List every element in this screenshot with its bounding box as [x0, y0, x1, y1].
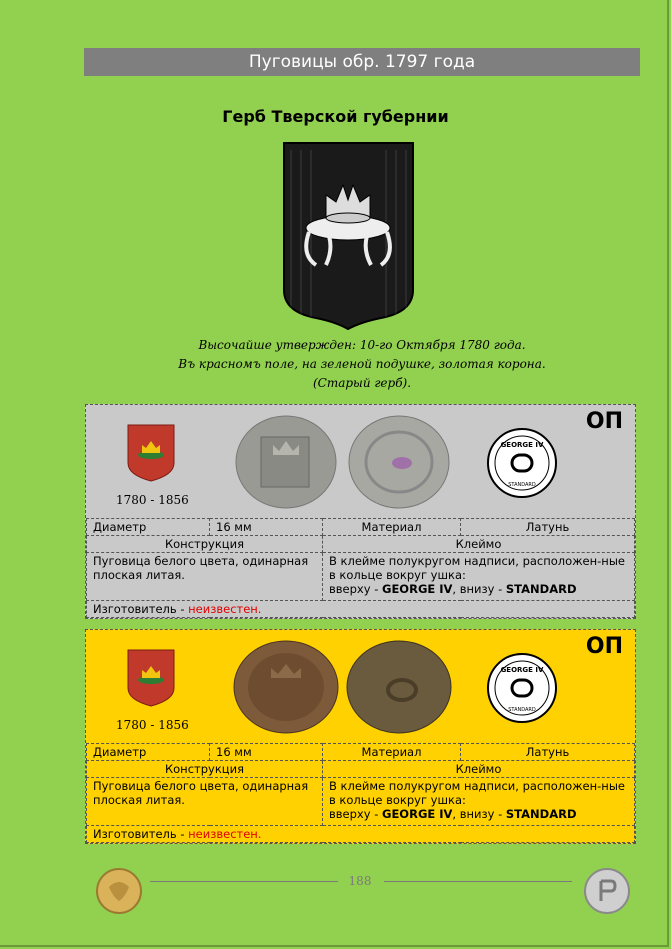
stamp-description — [323, 778, 635, 826]
button-back-photo — [344, 640, 454, 735]
construction-text: Пуговица белого цвета, одинарная плоская литая. — [87, 778, 323, 826]
footer-line-left — [150, 881, 338, 882]
stamp-prefix: вверху - — [329, 582, 383, 596]
stamp-label: Клеймо — [323, 761, 635, 778]
maker-value: неизвестен. — [188, 602, 262, 616]
caption-line-1: Высочайше утвержден: 10-го Октября 1780 года. — [198, 338, 526, 352]
years-label: 1780 - 1856 — [116, 493, 189, 507]
diameter-label: Диаметр — [87, 519, 210, 536]
button-front-photo — [231, 415, 341, 510]
stamp-top: GEORGE IV — [382, 582, 453, 596]
maker-row — [87, 826, 635, 843]
construction-label: Конструкция — [87, 536, 323, 553]
stamp-top-text: GEORGE IV — [500, 441, 544, 449]
coat-shield-icon — [126, 648, 176, 708]
stamp-bottom-text: STANDARD — [508, 707, 536, 713]
diameter-value: 16 мм — [210, 519, 323, 536]
stamp-mid: , внизу - — [452, 807, 506, 821]
button-front-photo — [231, 640, 341, 735]
material-value: Латунь — [461, 519, 635, 536]
mark-label: ОП — [585, 634, 623, 659]
tver-coat-of-arms-image — [281, 140, 416, 330]
stamp-desc-line: В клейме полукругом надписи, расположен-ные в кольце вокруг ушка: — [329, 554, 625, 582]
stamp-desc-line: В клейме полукругом надписи, расположен-ные в кольце вокруг ушка: — [329, 779, 625, 807]
diameter-value: 16 мм — [210, 744, 323, 761]
stamp-top-text: GEORGE IV — [500, 666, 544, 674]
caption-line-2: Въ красномъ поле, на зеленой подушке, золотая корона. — [178, 357, 546, 371]
coat-shield-icon — [126, 423, 176, 483]
years-label: 1780 - 1856 — [116, 718, 189, 732]
construction-label: Конструкция — [87, 761, 323, 778]
card-table — [86, 743, 635, 843]
stamp-bottom: STANDARD — [505, 582, 577, 596]
maker-row — [87, 601, 635, 618]
material-label: Материал — [323, 744, 461, 761]
material-label: Материал — [323, 519, 461, 536]
stamp-description — [323, 553, 635, 601]
stamp-bottom-text: STANDARD — [508, 482, 536, 488]
button-card-1 — [85, 404, 636, 619]
page-number: 188 — [348, 874, 372, 888]
stamp-mid: , внизу - — [452, 582, 506, 596]
stamp-top: GEORGE IV — [382, 807, 453, 821]
card-table — [86, 518, 635, 618]
material-value: Латунь — [461, 744, 635, 761]
stamp-bottom: STANDARD — [505, 807, 577, 821]
stamp-label: Клеймо — [323, 536, 635, 553]
eagle-medal-icon — [95, 867, 143, 915]
button-back-photo — [344, 415, 454, 510]
section-title: Герб Тверской губернии — [222, 107, 449, 126]
stamp-diagram — [486, 652, 558, 724]
maker-label: Изготовитель - — [93, 602, 189, 616]
maker-value: неизвестен. — [188, 827, 262, 841]
button-card-2 — [85, 629, 636, 844]
diameter-label: Диаметр — [87, 744, 210, 761]
construction-text: Пуговица белого цвета, одинарная плоская литая. — [87, 553, 323, 601]
mark-label: ОП — [585, 409, 623, 434]
monogram-medal-icon — [583, 867, 631, 915]
coat-caption — [84, 336, 640, 393]
stamp-diagram — [486, 427, 558, 499]
card-images — [86, 630, 635, 743]
stamp-prefix: вверху - — [329, 807, 383, 821]
page-header: Пуговицы обр. 1797 года — [84, 48, 640, 76]
maker-label: Изготовитель - — [93, 827, 189, 841]
caption-line-3: (Старый герб). — [312, 376, 412, 390]
footer-line-right — [384, 881, 572, 882]
card-images — [86, 405, 635, 518]
